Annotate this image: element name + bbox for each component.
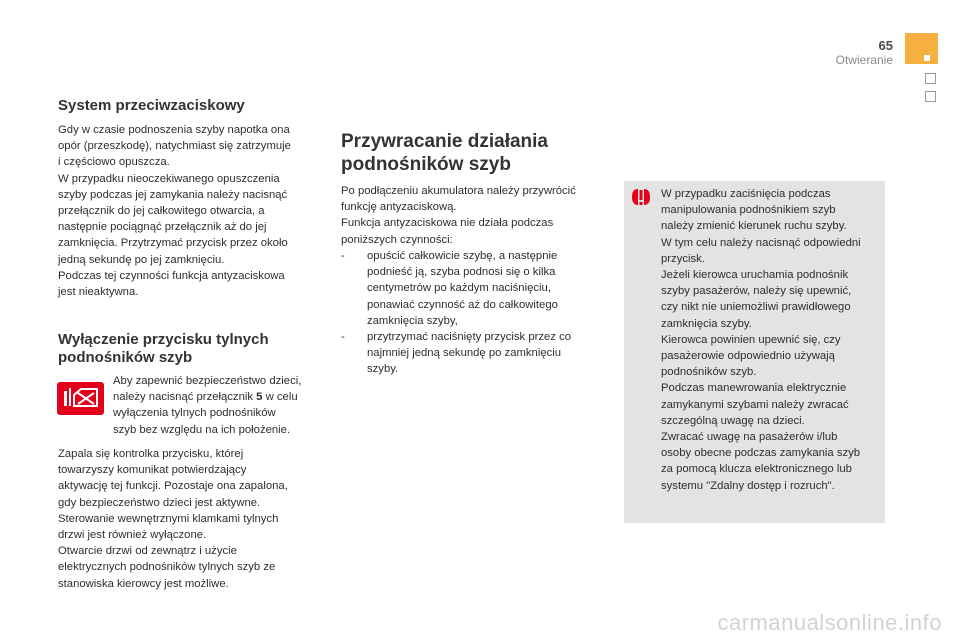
- list-dash: -: [341, 250, 345, 262]
- restore-title-line2: podnośników szyb: [341, 154, 511, 175]
- rear-disable-title-line2: podnośników szyb: [58, 349, 193, 366]
- list-item: [341, 329, 603, 378]
- anti-pinch-title: System przeciwzaciskowy: [58, 97, 245, 114]
- rear-disable-title: [58, 331, 269, 367]
- restore-intro: Po podłączeniu akumulatora należy przywrócić funkcję antyzaciskową. Funkcja antyzaciskowa nie działa podczas poniższych czynności:: [341, 185, 576, 246]
- rear-disable-intro: [113, 373, 323, 438]
- page-number: 65: [878, 38, 893, 53]
- rear-disable-body: Zapala się kontrolka przycisku, której towarzyszy komunikat potwierdzający aktywację tej funkcji. Pozostaje ona zapalona, gdy bezpieczeństwo dzieci jest aktywne. Sterowanie wewnętrznymi klamkami tylnych drzwi jest również wyłączone. Otwarcie drzwi od zewnątrz i użycie elektrycznych podnośników tylnych szyb ze stanowiska kierowcy jest możliwe.: [58, 448, 288, 590]
- rear-disable-title-line1: Wyłączenie przycisku tylnych: [58, 331, 269, 348]
- watermark: carmanualsonline.info: [717, 610, 942, 635]
- section-title: Otwieranie: [835, 53, 893, 67]
- list-item: [341, 248, 603, 329]
- warning-exclamation-icon: [630, 186, 652, 208]
- warning-text: W przypadku zaciśnięcia podczas manipulowania podnośnikiem szyb należy zmienić kierunek ruchu szyby. W tym celu należy nacisnąć odpowiedni przycisk. Jeżeli kierowca uruchamia podnośnik szyby pasażerów, należy się upewnić, czy nikt nie uniemożliwi prawidłowego zamknięcia szyby. Kierowca powinien upewnić się, czy pasażerowie odpowiednio używają podnośników szyb. Podczas manewrowania elektrycznie zamykanymi szybami należy zwracać szczególną uwagę na dzieci. Zwracać uwagę na pasażerów i/lub osoby obecne podczas zamykania szyb za pomocą klucza elektronicznego lub systemu "Zdalny dostęp i rozruch".: [661, 188, 861, 492]
- child-lock-window-icon: [57, 382, 104, 415]
- chapter-tab-box: [925, 91, 936, 102]
- tab-marker-icon: [924, 55, 930, 61]
- rear-disable-intro-pre: należy nacisnąć przełącznik: [113, 391, 257, 404]
- list-item-text: przytrzymać naciśnięty przycisk przez co najmniej jedną sekundę po zamknięciu szyby.: [367, 331, 572, 376]
- anti-pinch-body: Gdy w czasie podnoszenia szyby napotka ona opór (przeszkodę), natychmiast się zatrzymuje i częściowo opuszcza. W przypadku nieoczekiwanego opuszczenia szyby podczas jej zamykania należy nacisnąć przełącznik do jej całkowitego otwarcia, a następnie pociągnąć przełącznik aż do jej zamknięcia. Przytrzymać przycisk przez około jedną sekundę po jej zamknięciu. Podczas tej czynności funkcja antyzaciskowa jest nieaktywna.: [58, 124, 291, 299]
- rear-disable-intro-line1: Aby zapewnić bezpieczeństwo dzieci,: [113, 375, 302, 387]
- restore-title-line1: Przywracanie działania: [341, 131, 548, 152]
- list-dash: -: [341, 331, 345, 344]
- list-item-text: opuścić całkowicie szybę, a następnie podnieść ją, szyba podnosi się o kilka centymetrów po każdym naciśnięciu, ponawiać czynność aż do całkowitego zamknięcia szyby,: [367, 250, 558, 327]
- chapter-tab-active: [905, 33, 938, 64]
- chapter-tab-box: [925, 73, 936, 84]
- rear-disable-intro-rest: wyłączenia tylnych podnośników szyb bez względu na ich położenie.: [113, 407, 291, 436]
- rear-disable-intro-post: w celu: [262, 391, 298, 404]
- restore-steps-list: [341, 248, 603, 378]
- restore-title: [341, 130, 548, 176]
- switch-number: 5: [256, 391, 263, 404]
